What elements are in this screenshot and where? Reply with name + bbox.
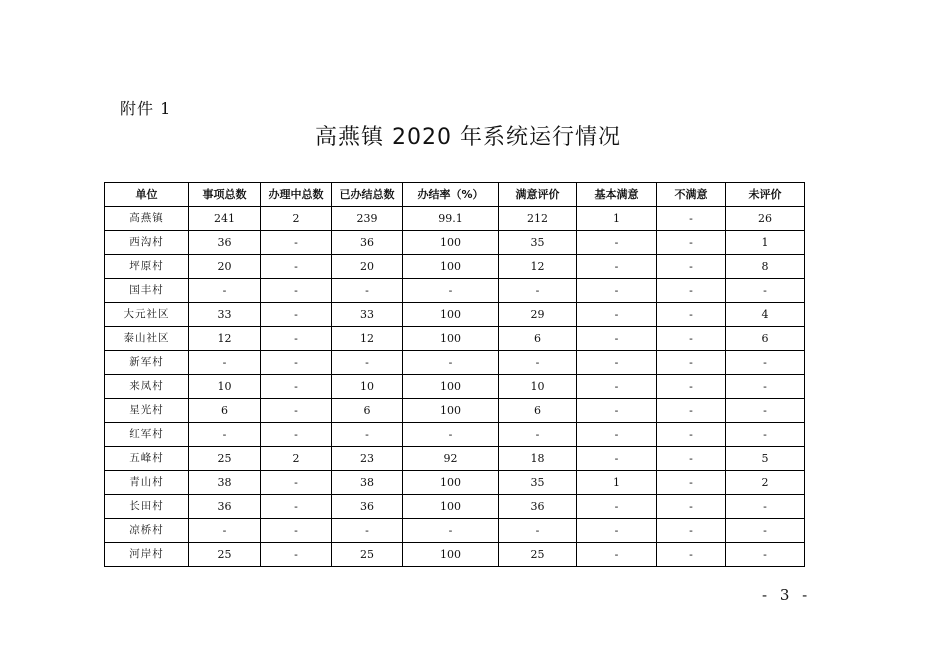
completed-cell: 12 (332, 327, 403, 351)
table-row (105, 327, 805, 351)
not-rated-cell: 4 (726, 303, 805, 327)
in-progress-cell: - (261, 495, 332, 519)
page-title: 高燕镇 2020 年系统运行情况 (315, 125, 621, 150)
unit-cell: 长田村 (105, 495, 189, 519)
unit-cell: 西沟村 (105, 231, 189, 255)
completion-rate-cell: - (403, 519, 499, 543)
table-row (105, 399, 805, 423)
unsatisfied-cell: - (657, 207, 726, 231)
completion-rate-cell: 100 (403, 255, 499, 279)
total-items-cell: - (189, 351, 261, 375)
completed-cell: - (332, 423, 403, 447)
completion-rate-cell: 100 (403, 327, 499, 351)
satisfied-cell: 6 (499, 327, 577, 351)
unsatisfied-cell: - (657, 447, 726, 471)
unsatisfied-cell: - (657, 231, 726, 255)
in-progress-cell: - (261, 543, 332, 567)
unsatisfied-cell: - (657, 351, 726, 375)
column-header-total-items: 事项总数 (189, 183, 261, 207)
unsatisfied-cell: - (657, 495, 726, 519)
basically-satisfied-cell: - (577, 399, 657, 423)
column-header-unit: 单位 (105, 183, 189, 207)
satisfied-cell: - (499, 351, 577, 375)
unit-cell: 凉桥村 (105, 519, 189, 543)
table-row (105, 351, 805, 375)
stats-table (104, 182, 805, 567)
satisfied-cell: 36 (499, 495, 577, 519)
not-rated-cell: 2 (726, 471, 805, 495)
column-header-completed: 已办结总数 (332, 183, 403, 207)
completion-rate-cell: 100 (403, 495, 499, 519)
total-items-cell: - (189, 519, 261, 543)
column-header-in-progress: 办理中总数 (261, 183, 332, 207)
table-row (105, 255, 805, 279)
total-items-cell: 36 (189, 495, 261, 519)
table-row (105, 543, 805, 567)
not-rated-cell: - (726, 351, 805, 375)
satisfied-cell: - (499, 279, 577, 303)
satisfied-cell: 6 (499, 399, 577, 423)
completed-cell: 25 (332, 543, 403, 567)
completed-cell: 36 (332, 495, 403, 519)
column-header-unsatisfied: 不满意 (657, 183, 726, 207)
unit-cell: 坪原村 (105, 255, 189, 279)
unsatisfied-cell: - (657, 423, 726, 447)
total-items-cell: 36 (189, 231, 261, 255)
satisfied-cell: 12 (499, 255, 577, 279)
unsatisfied-cell: - (657, 519, 726, 543)
not-rated-cell: 8 (726, 255, 805, 279)
completion-rate-cell: - (403, 423, 499, 447)
completed-cell: 36 (332, 231, 403, 255)
page-number: - 3 - (762, 586, 812, 604)
completed-cell: 38 (332, 471, 403, 495)
not-rated-cell: - (726, 375, 805, 399)
unit-cell: 五峰村 (105, 447, 189, 471)
unsatisfied-cell: - (657, 279, 726, 303)
not-rated-cell: - (726, 543, 805, 567)
unsatisfied-cell: - (657, 327, 726, 351)
unsatisfied-cell: - (657, 471, 726, 495)
basically-satisfied-cell: - (577, 423, 657, 447)
unit-cell: 高燕镇 (105, 207, 189, 231)
unsatisfied-cell: - (657, 255, 726, 279)
unit-cell: 来凤村 (105, 375, 189, 399)
basically-satisfied-cell: - (577, 255, 657, 279)
basically-satisfied-cell: - (577, 327, 657, 351)
total-items-cell: 33 (189, 303, 261, 327)
total-items-cell: 12 (189, 327, 261, 351)
in-progress-cell: 2 (261, 207, 332, 231)
completed-cell: 33 (332, 303, 403, 327)
basically-satisfied-cell: - (577, 495, 657, 519)
completed-cell: 20 (332, 255, 403, 279)
completed-cell: 6 (332, 399, 403, 423)
completed-cell: - (332, 351, 403, 375)
completion-rate-cell: 100 (403, 375, 499, 399)
table-row (105, 375, 805, 399)
total-items-cell: 10 (189, 375, 261, 399)
basically-satisfied-cell: - (577, 303, 657, 327)
completion-rate-cell: 100 (403, 303, 499, 327)
not-rated-cell: - (726, 423, 805, 447)
table-row (105, 423, 805, 447)
attachment-label: 附件 1 (120, 99, 172, 118)
not-rated-cell: - (726, 399, 805, 423)
unit-cell: 河岸村 (105, 543, 189, 567)
unit-cell: 青山村 (105, 471, 189, 495)
satisfied-cell: - (499, 519, 577, 543)
in-progress-cell: - (261, 519, 332, 543)
table-row (105, 471, 805, 495)
in-progress-cell: 2 (261, 447, 332, 471)
unsatisfied-cell: - (657, 399, 726, 423)
total-items-cell: 241 (189, 207, 261, 231)
not-rated-cell: 6 (726, 327, 805, 351)
total-items-cell: 25 (189, 543, 261, 567)
completed-cell: 10 (332, 375, 403, 399)
in-progress-cell: - (261, 279, 332, 303)
table-row (105, 279, 805, 303)
unsatisfied-cell: - (657, 303, 726, 327)
table-body (105, 207, 805, 567)
table-row (105, 207, 805, 231)
column-header-completion-rate: 办结率（%） (403, 183, 499, 207)
in-progress-cell: - (261, 327, 332, 351)
satisfied-cell: - (499, 423, 577, 447)
satisfied-cell: 10 (499, 375, 577, 399)
total-items-cell: 25 (189, 447, 261, 471)
completed-cell: 239 (332, 207, 403, 231)
satisfied-cell: 35 (499, 231, 577, 255)
unit-cell: 星光村 (105, 399, 189, 423)
table-row (105, 495, 805, 519)
satisfied-cell: 212 (499, 207, 577, 231)
unit-cell: 大元社区 (105, 303, 189, 327)
basically-satisfied-cell: - (577, 543, 657, 567)
completion-rate-cell: 100 (403, 543, 499, 567)
basically-satisfied-cell: - (577, 231, 657, 255)
completion-rate-cell: - (403, 279, 499, 303)
basically-satisfied-cell: - (577, 375, 657, 399)
column-header-basically-satisfied: 基本满意 (577, 183, 657, 207)
table-row (105, 519, 805, 543)
unit-cell: 国丰村 (105, 279, 189, 303)
not-rated-cell: 1 (726, 231, 805, 255)
in-progress-cell: - (261, 423, 332, 447)
basically-satisfied-cell: - (577, 279, 657, 303)
table-row (105, 447, 805, 471)
unsatisfied-cell: - (657, 375, 726, 399)
satisfied-cell: 35 (499, 471, 577, 495)
not-rated-cell: - (726, 495, 805, 519)
unsatisfied-cell: - (657, 543, 726, 567)
unit-cell: 新军村 (105, 351, 189, 375)
completion-rate-cell: 99.1 (403, 207, 499, 231)
completion-rate-cell: 92 (403, 447, 499, 471)
total-items-cell: 6 (189, 399, 261, 423)
basically-satisfied-cell: 1 (577, 207, 657, 231)
in-progress-cell: - (261, 303, 332, 327)
unit-cell: 泰山社区 (105, 327, 189, 351)
basically-satisfied-cell: 1 (577, 471, 657, 495)
completed-cell: - (332, 279, 403, 303)
satisfied-cell: 25 (499, 543, 577, 567)
in-progress-cell: - (261, 255, 332, 279)
in-progress-cell: - (261, 231, 332, 255)
table-row (105, 303, 805, 327)
not-rated-cell: - (726, 279, 805, 303)
unit-cell: 红军村 (105, 423, 189, 447)
table-header-row (105, 183, 805, 207)
column-header-not-rated: 未评价 (726, 183, 805, 207)
completed-cell: - (332, 519, 403, 543)
not-rated-cell: 26 (726, 207, 805, 231)
completed-cell: 23 (332, 447, 403, 471)
completion-rate-cell: 100 (403, 471, 499, 495)
total-items-cell: - (189, 279, 261, 303)
not-rated-cell: 5 (726, 447, 805, 471)
satisfied-cell: 18 (499, 447, 577, 471)
total-items-cell: - (189, 423, 261, 447)
in-progress-cell: - (261, 399, 332, 423)
total-items-cell: 38 (189, 471, 261, 495)
basically-satisfied-cell: - (577, 351, 657, 375)
column-header-satisfied: 满意评价 (499, 183, 577, 207)
basically-satisfied-cell: - (577, 519, 657, 543)
completion-rate-cell: 100 (403, 231, 499, 255)
completion-rate-cell: 100 (403, 399, 499, 423)
in-progress-cell: - (261, 471, 332, 495)
in-progress-cell: - (261, 375, 332, 399)
satisfied-cell: 29 (499, 303, 577, 327)
table-row (105, 231, 805, 255)
total-items-cell: 20 (189, 255, 261, 279)
not-rated-cell: - (726, 519, 805, 543)
basically-satisfied-cell: - (577, 447, 657, 471)
in-progress-cell: - (261, 351, 332, 375)
completion-rate-cell: - (403, 351, 499, 375)
